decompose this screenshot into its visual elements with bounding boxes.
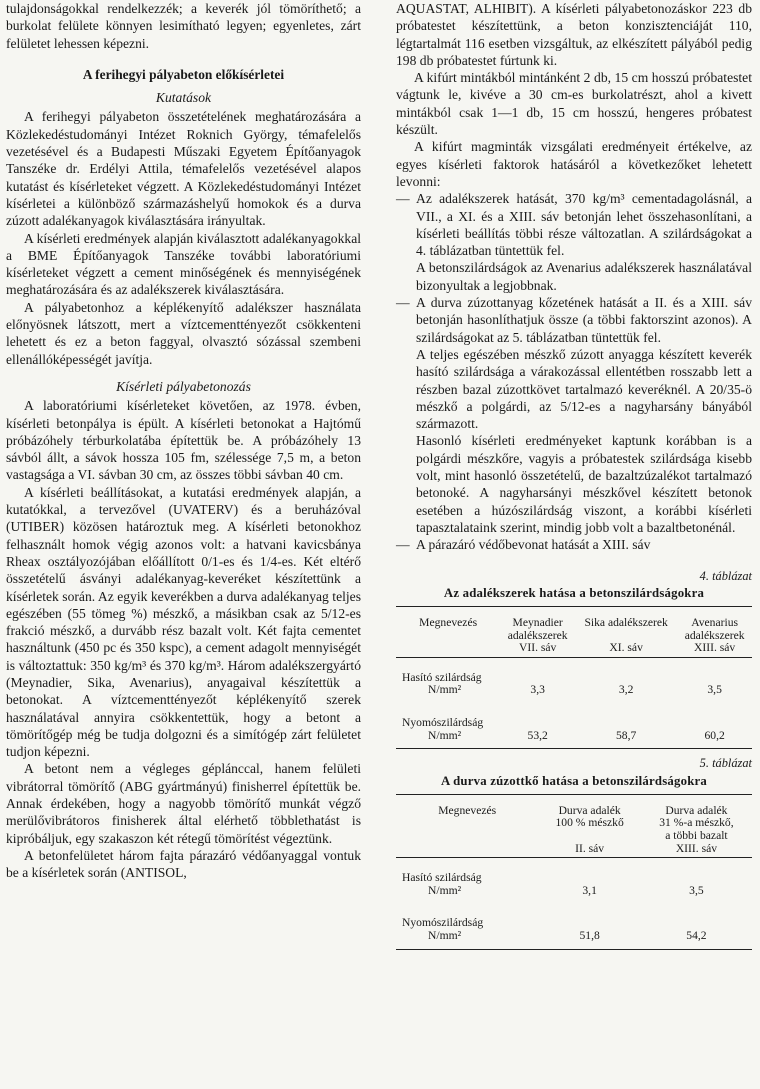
table-cell: 60,2: [677, 703, 752, 749]
row-label: Nyomószilárdság N/mm²: [396, 703, 500, 749]
table-cell: 53,2: [500, 703, 575, 749]
table-5: [396, 794, 752, 950]
table-cell: 3,2: [618, 683, 634, 697]
header-cell: Megnevezés: [396, 794, 538, 857]
paragraph: A laboratóriumi kísérleteket követően, az 1978. évben, kísérleti betonpálya is épült. A kísérleti betonokat a Hajtómű próbázóhely térburkolatába építettük be. A próbázóhely 13 sávból állt, a sávok hossza 105 fm, szélessége 7,5 m, a beton vastagsága a VI. sávban 30 cm, az összes többi sávban 40 cm.: [6, 398, 361, 483]
row-label: Hasító szilárdság N/mm²: [402, 871, 482, 897]
header-cell: Durva adalék 31 %-a mészkő, a többi bazalt XIII. sáv: [641, 794, 752, 857]
list-item: — A durva zúzottanyag kőzetének hatását a II. és a XIII. sáv betonján hasonlíthatjuk össze (a többi faktorszint azonos). A szilárdságokat az 5. táblázatban tüntettük fel.: [396, 294, 752, 346]
paragraph: A ferihegyi pályabeton összetételének meghatározására a Közlekedéstudományi Intézet Roknich György, témafelelős vezetésével és a Budapesti Műszaki Egyetem Építőanyagok Tanszéke dr. Erdélyi Attila, témafelelős vezetésével alapos kutatást és kísérleteket végzett. A Közlekedéstudományi Intézet kísérletei a különböző származáshelyű homokok és a durva zúzott adalékanyagok kiválasztására irányultak.: [6, 109, 361, 229]
table-cell: 54,2: [641, 903, 752, 949]
table-row: [396, 703, 752, 749]
header-cell: Megnevezés: [396, 607, 500, 658]
list-item-continuation: Hasonló kísérleti eredményeket kaptunk korábban is a polgárdi mészkőre, vagyis a próbatestek szilárdsága kisebb volt, mint hasonló összetételű, de bazaltzúzalékot tartalmazó betonoké. A nagyharsányi mészkővel készített betonok esetében a húzószilárdság viszont, a korábbi kísérleti tapasztalataink szerint, mindig jobb volt a bazaltbetonénál.: [416, 433, 752, 535]
table-number: 4. táblázat: [699, 568, 752, 583]
section-title: A ferihegyi pályabeton előkísérletei: [82, 66, 285, 82]
table-header-row: [396, 607, 752, 658]
table-number: 5. táblázat: [699, 756, 752, 771]
table-row: [396, 858, 752, 904]
table-4: [396, 606, 752, 749]
table-row: [396, 903, 752, 949]
table-cell: 3,5: [707, 683, 722, 697]
table-cell: 3,1: [582, 883, 597, 897]
right-column: [396, 0, 752, 950]
header-cell: Sika adalékszerek XI. sáv: [575, 607, 677, 658]
header-cell: Avenarius adalékszerek XIII. sáv: [677, 607, 752, 658]
subheading-kutatasok: Kutatások: [155, 90, 212, 106]
paragraph: A kísérleti eredmények alapján kiválasztott adalékanyagokkal a BME Építőanyagok Tanszéke további laboratóriumi kísérleteket végzett a cement minőségének és mennyiségének meghatározására és az adalékszerek kiválasztására.: [6, 230, 361, 298]
left-column: [6, 0, 361, 882]
table-cell: 3,3: [530, 683, 545, 697]
row-label: Nyomószilárdság N/mm²: [396, 903, 538, 949]
list-item: — A párazáró védőbevonat hatását a XIII. sáv: [396, 536, 752, 553]
table-cell: 3,5: [689, 883, 704, 897]
paragraph: A kísérleti beállításokat, a kutatási eredmények alapján, a kutatókkal, a tervezővel (UVATERV) és a beruházóval (UTIBER) közösen határoztuk meg. A kísérleti betonokhoz felhasznált homok végig azonos volt: a hatvani kavicsbánya Rheax osztályozójában előállított 0/1-es és 1/4-es. Két eltérő összetételű ásványi adalékanyag-keveréket készítettünk a kísérletek során. Az egyik keverékben a durva adalékanyag teljes egészében (55 tömeg %) mészkő, a másikban csak az 5/12-es frakció mészkő, a durvább rész bazalt volt. Két fajta cementet használtunk (450 pc és 350 kspc), a cement adagolt mennyiségét is változtattuk: 350 kg/m³ és 370 kg/m³. Három adalékszergyártó (Meynadier, Sika, Avenarius), anyagaival készítettük a betonokat. A víztcementtényezőt képlékenyítő szerek használatával annyira csökkentettük, hogy a betont a tömörítőgép még be tudja dolgozni és a simítógép zárt felületet tudjon képezni.: [6, 484, 361, 760]
table-cell: 58,7: [575, 703, 677, 749]
paragraph: A betont nem a végleges géplánccal, hanem felületi vibrátorral tömörítő (ABG gyártmányú) finisherrel építettük be. Annak érdekében, hogy a nagyobb tömörítő munkát végző merülővibrátoros finisherek által elérhető többlethatást is kipróbáljuk, egy szakaszon két rétegű tömörítést végeztünk.: [6, 761, 361, 846]
paragraph: A betonfelületet három fajta párazáró védőanyaggal vontuk be a kísérletek során (ANTISOL,: [6, 847, 361, 881]
paragraph: A pályabetonhoz a képlékenyítő adalékszer használata előnyösnek látszott, mert a víztcementtényezőt csökkenteni lehetett és ez a beton faggyal, olvasztó sózással szembeni ellenállóképességét javítja.: [6, 299, 361, 367]
list-item: — Az adalékszerek hatását, 370 kg/m³ cementadagolásnál, a VII., a XI. és a XIII. sáv betonján lehet összehasonlítani, a kísérleti beállítás többi része változatlan. A szilárdságokat a 4. táblázatban tüntettük fel.: [396, 190, 752, 259]
subheading-kiserleti: Kísérleti pályabetonozás: [116, 378, 251, 394]
paragraph: A kifúrt mintákból mintánként 2 db, 15 cm hosszú próbatestet vágtunk le, kivéve a 30 cm-es burkolatrészt, ahol a kivett mintákból csak 1—1 db, 15 cm hosszú, hengeres próbatest készült.: [396, 70, 752, 138]
row-label: Hasító szilárdság N/mm²: [402, 670, 482, 697]
list-item-continuation: A betonszilárdságok az Avenarius adalékszerek használatával bizonyultak a legjobbnak.: [416, 260, 752, 293]
list-item-continuation: A teljes egészében mészkő zúzott anyagga készített keverék hasító szilárdsága a várakozással ellentétben rosszabb lett a részben bazal zúzottkövet tartalmazó keveréknél. A 20/35-ö mészkő a polgárdi, az 5/12-es a nagyharsány bányából származott.: [416, 346, 752, 432]
table-title: A durva zúzottkő hatása a betonszilárdságokra: [440, 773, 708, 788]
paragraph: AQUASTAT, ALHIBIT). A kísérleti pályabetonozáskor 223 db próbatestet készítettünk, a beton konzisztenciáját 110, légtartalmát 116 esetben vizsgáltuk, az elkészített pályából pedig 198 db próbatestet fúrtunk ki.: [396, 1, 752, 68]
table-title: Az adalékszerek hatása a betonszilárdságokra: [443, 585, 705, 600]
header-cell: Meynadier adalékszerek VII. sáv: [500, 607, 575, 658]
table-row: [396, 657, 752, 703]
paragraph: A kifúrt magminták vizsgálati eredményeit értékelve, az egyes kísérleti faktorok hatásáról a következőket lehetett levonni:: [396, 139, 752, 189]
intro-paragraph: tulajdonságokkal rendelkezzék; a keverék jól tömöríthető; a burkolat felülete könnyen lesimítható legyen; egyenletes, zárt felületet lehessen képezni.: [6, 1, 361, 51]
header-cell: Durva adalék 100 % mészkő II. sáv: [538, 794, 640, 857]
table-cell: 51,8: [538, 903, 640, 949]
table-header-row: [396, 794, 752, 857]
